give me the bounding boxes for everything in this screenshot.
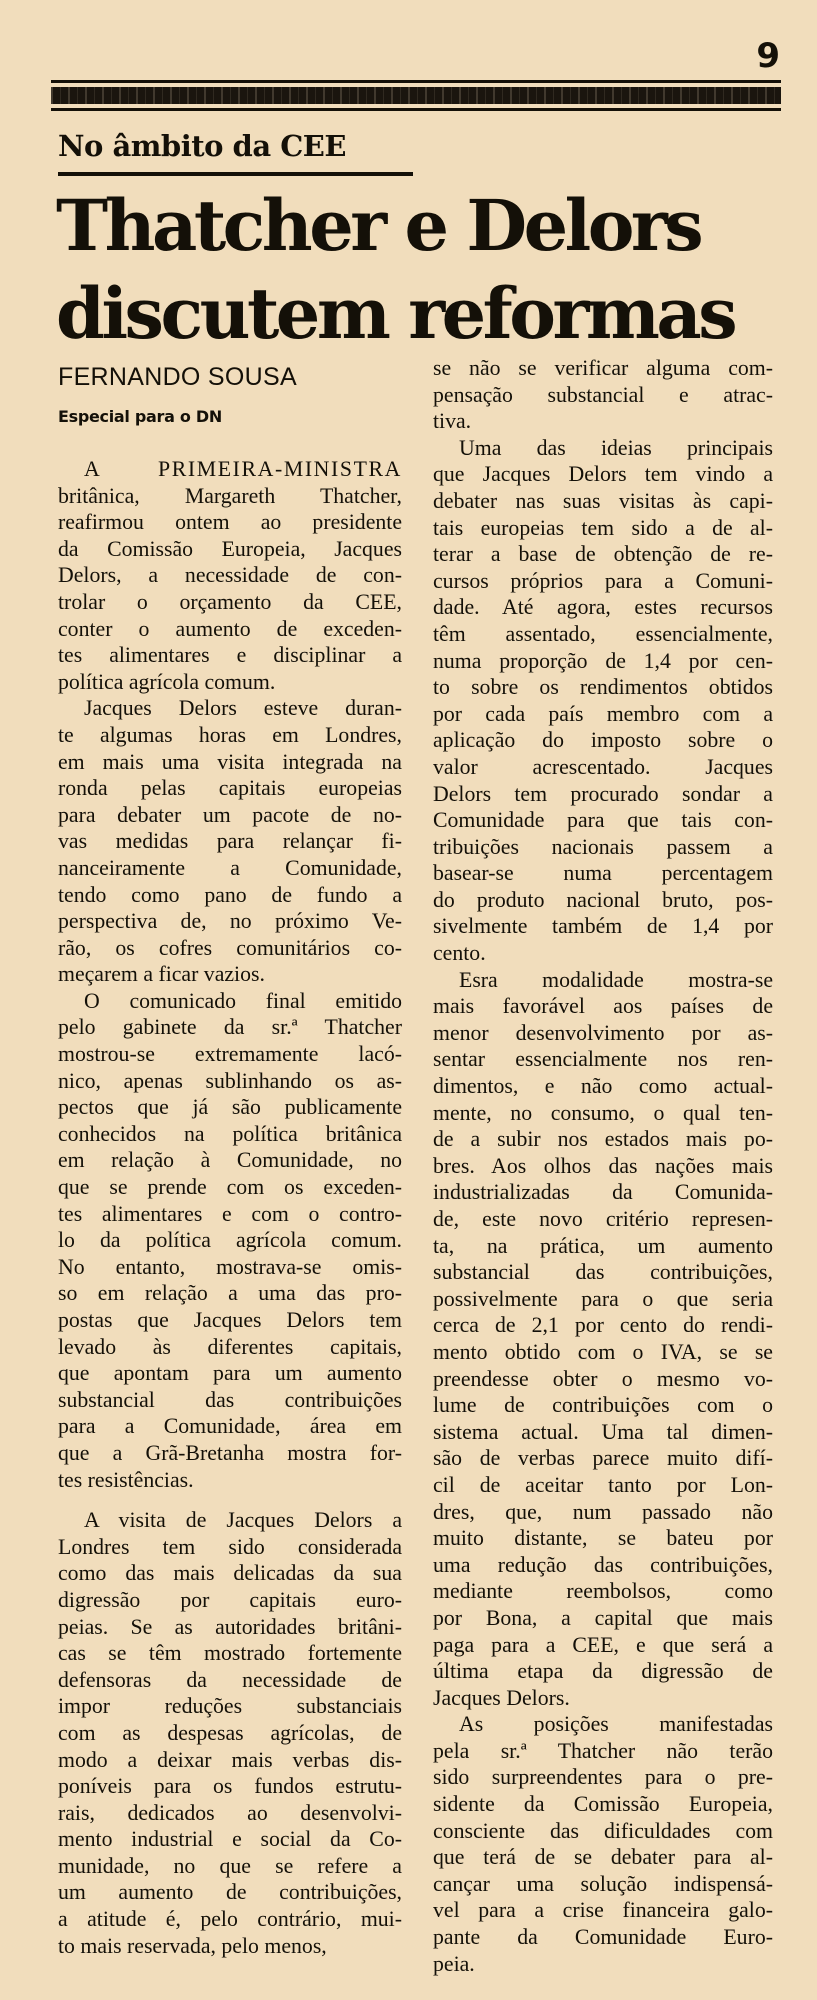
- text-line: cursos próprios para a Comuni-: [433, 568, 773, 593]
- text-line: lume de contribuições com o: [433, 1393, 773, 1418]
- text-line: nanceiramente a Comunidade,: [58, 855, 402, 880]
- text-line: um aumento de contribuições,: [58, 1880, 402, 1905]
- text-line: por cada país membro com a: [433, 701, 773, 726]
- text-line: para a Comunidade, área em: [58, 1414, 402, 1439]
- text-line: que se prende com os exceden-: [58, 1175, 402, 1200]
- text-line: to mais reservada, pelo menos,: [58, 1933, 327, 1958]
- text-line: sentar essencialmente nos ren-: [433, 1047, 773, 1072]
- text-line: Jacques Delors esteve duran-: [84, 696, 402, 721]
- text-line: to sobre os rendimentos obtidos: [433, 675, 773, 700]
- text-line: possivelmente para o que seria: [433, 1286, 773, 1311]
- article-paragraph: [58, 695, 402, 988]
- text-line: tendo como pano de fundo a: [58, 882, 402, 907]
- section-kicker: No âmbito da CEE: [58, 129, 347, 163]
- text-line: que Jacques Delors tem vindo a: [433, 462, 773, 487]
- text-line: digressão por capitais euro-: [58, 1587, 402, 1612]
- text-line: terar a base de obtenção de re-: [433, 542, 773, 567]
- headline-line: discutem reformas: [56, 272, 735, 355]
- text-line: de, este novo critério represen-: [433, 1207, 773, 1231]
- text-line: impor reduções substanciais: [58, 1694, 402, 1719]
- text-line: peias. Se as autoridades britâni-: [58, 1614, 402, 1639]
- text-line: basear-se numa percentagem: [433, 861, 773, 886]
- text-line: com as despesas agrícolas, de: [58, 1720, 402, 1745]
- text-line: tiva.: [433, 409, 472, 434]
- text-line: conter o aumento de exceden-: [58, 616, 402, 641]
- text-line: pante da Comunidade Euro-: [433, 1925, 773, 1950]
- headline: [56, 182, 816, 358]
- text-line: do produto nacional bruto, pos-: [433, 887, 773, 912]
- text-line: têm assentado, essencialmente,: [433, 621, 773, 646]
- text-line: so em relação a uma das pro-: [58, 1281, 402, 1306]
- text-line: mais favorável aos países de: [433, 994, 773, 1019]
- text-line: Delors tem procurado sondar a: [433, 781, 773, 806]
- text-line: tribuições nacionais passem a: [433, 834, 773, 859]
- text-line: A visita de Jacques Delors a: [84, 1508, 402, 1533]
- text-line: vas medidas para relançar fi-: [58, 829, 402, 854]
- text-line: vel para a crise financeira galo-: [433, 1898, 773, 1923]
- text-line: de a subir nos estados mais po-: [433, 1127, 773, 1152]
- text-line: munidade, no que se refere a: [58, 1853, 402, 1878]
- text-line: para debater um pacote de no-: [58, 802, 402, 827]
- text-line: em mais uma visita integrada na: [58, 749, 402, 774]
- text-line: A PRIMEIRA-MINISTRA: [84, 457, 402, 481]
- text-line: consciente das dificuldades com: [433, 1818, 773, 1843]
- text-line: tes resistências.: [58, 1467, 194, 1492]
- text-line: te algumas horas em Londres,: [58, 722, 402, 747]
- text-line: postas que Jacques Delors tem: [58, 1308, 402, 1332]
- text-line: substancial das contribuições,: [433, 1260, 773, 1285]
- text-line: pectos que já são publicamente: [58, 1095, 402, 1120]
- article-paragraph: [58, 1507, 402, 1959]
- text-line: muito distante, se bateu por: [433, 1526, 773, 1551]
- kicker-underline: [58, 172, 413, 176]
- article-paragraph: [58, 988, 402, 1493]
- text-line: que terá de se debater para al-: [433, 1845, 773, 1870]
- text-line: conhecidos na política britânica: [58, 1121, 402, 1146]
- text-line: mento obtido com o IVA, se se: [433, 1339, 773, 1364]
- article-paragraph: [433, 967, 773, 1712]
- text-line: mostrou-se extremamente lacó-: [58, 1042, 402, 1067]
- text-line: uma redução das contribuições,: [433, 1552, 773, 1577]
- text-line: que a Grã-Bretanha mostra for-: [58, 1440, 402, 1465]
- text-line: debater nas suas visitas às capi-: [433, 488, 773, 513]
- text-line: bres. Aos olhos das nações mais: [433, 1153, 773, 1178]
- text-line: rais, dedicados ao desenvolvi-: [58, 1800, 402, 1825]
- masthead-rule-band: [51, 87, 781, 104]
- text-line: em relação à Comunidade, no: [58, 1148, 402, 1173]
- text-line: Comunidade para que tais con-: [433, 808, 773, 833]
- text-line: mento industrial e social da Co-: [58, 1827, 402, 1852]
- text-line: mente, no consumo, o qual ten-: [433, 1100, 773, 1125]
- text-line: ronda pelas capitais europeias: [58, 776, 402, 801]
- text-line: cento.: [433, 941, 486, 966]
- text-line: dimentos, e não como actual-: [433, 1074, 773, 1099]
- article-paragraph: [433, 355, 773, 435]
- text-line: cas se têm mostrado fortemente: [58, 1641, 402, 1666]
- text-line: são de verbas parece muito difí-: [433, 1446, 773, 1471]
- text-line: Jacques Delors.: [433, 1685, 570, 1710]
- text-line: da Comissão Europeia, Jacques: [58, 536, 402, 561]
- text-line: numa proporção de 1,4 por cen-: [433, 648, 773, 673]
- text-line: britânica, Margareth Thatcher,: [58, 483, 402, 508]
- text-line: cançar uma solução indispensá-: [433, 1871, 773, 1896]
- text-line: menor desenvolvimento por as-: [433, 1020, 773, 1045]
- text-line: Uma das ideias principais: [459, 435, 773, 460]
- text-line: meçarem a ficar vazios.: [58, 962, 265, 987]
- byline: FERNANDO SOUSA: [58, 363, 297, 391]
- text-line: última etapa da digressão de: [433, 1659, 773, 1684]
- text-line: tes alimentares e com o contro-: [58, 1201, 402, 1226]
- text-line: cil de aceitar tanto por Lon-: [433, 1472, 773, 1497]
- text-line: defensoras da necessidade de: [58, 1667, 402, 1692]
- text-line: sistema actual. Uma tal dimen-: [433, 1419, 773, 1444]
- page-number: 9: [756, 36, 780, 76]
- text-line: tes alimentares e disciplinar a: [58, 643, 402, 668]
- text-line: pela sr.ª Thatcher não terão: [433, 1738, 773, 1763]
- text-line: sido surpreendentes para o pre-: [433, 1765, 773, 1790]
- text-line: tais europeias tem sido a de al-: [433, 515, 773, 540]
- text-line: levado às diferentes capitais,: [58, 1334, 402, 1359]
- text-line: rão, os cofres comunitários co-: [58, 935, 402, 960]
- text-line: substancial das contribuições: [58, 1387, 402, 1412]
- text-line: As posições manifestadas: [459, 1712, 773, 1737]
- text-line: mediante reembolsos, como: [433, 1579, 773, 1604]
- text-line: Londres tem sido considerada: [58, 1534, 402, 1559]
- text-line: a atitude é, pelo contrário, mui-: [58, 1907, 402, 1932]
- article-paragraph: [58, 456, 402, 695]
- text-line: lo da política agrícola comum.: [58, 1228, 402, 1253]
- text-line: sidente da Comissão Europeia,: [433, 1792, 773, 1817]
- article-paragraph: [433, 435, 773, 967]
- text-line: industrializadas da Comunida-: [433, 1180, 773, 1205]
- text-line: valor acrescentado. Jacques: [433, 754, 773, 779]
- text-line: por Bona, a capital que mais: [433, 1605, 773, 1630]
- text-line: pensação substancial e atrac-: [433, 382, 773, 407]
- article-column-left: [58, 456, 402, 1959]
- text-line: ta, na prática, um aumento: [433, 1233, 773, 1258]
- text-line: modo a deixar mais verbas dis-: [58, 1747, 402, 1772]
- text-line: aplicação do imposto sobre o: [433, 728, 773, 753]
- text-line: No entanto, mostrava-se omis-: [58, 1254, 402, 1279]
- text-line: dres, que, num passado não: [433, 1499, 773, 1524]
- text-line: paga para a CEE, e que será a: [433, 1632, 773, 1657]
- article-column-right: [433, 355, 773, 1977]
- text-line: preendesse obter o mesmo vo-: [433, 1366, 773, 1391]
- text-line: cerca de 2,1 por cento do rendi-: [433, 1313, 773, 1338]
- text-line: que apontam para um aumento: [58, 1361, 402, 1386]
- text-line: Esra modalidade mostra-se: [459, 967, 773, 992]
- text-line: dade. Até agora, estes recursos: [433, 595, 773, 620]
- text-line: perspectiva de, no próximo Ve-: [58, 909, 402, 934]
- dateline: Especial para o DN: [58, 407, 222, 426]
- text-line: política agrícola comum.: [58, 669, 276, 694]
- text-line: reafirmou ontem ao presidente: [58, 510, 402, 535]
- masthead-rule-bottom: [51, 108, 781, 111]
- masthead-rule-top: [51, 80, 781, 83]
- text-line: como das mais delicadas da sua: [58, 1561, 402, 1586]
- text-line: se não se verificar alguma com-: [433, 356, 773, 380]
- text-line: nico, apenas sublinhando os as-: [58, 1068, 402, 1093]
- text-line: poníveis para os fundos estrutu-: [58, 1774, 402, 1799]
- text-line: peia.: [433, 1951, 475, 1976]
- text-line: O comunicado final emitido: [84, 988, 402, 1013]
- text-line: pelo gabinete da sr.ª Thatcher: [58, 1015, 402, 1040]
- headline-line: Thatcher e Delors: [56, 184, 701, 267]
- text-line: trolar o orçamento da CEE,: [58, 589, 402, 614]
- text-line: sivelmente também de 1,4 por: [433, 914, 773, 939]
- article-paragraph: [433, 1711, 773, 1977]
- text-line: Delors, a necessidade de con-: [58, 563, 402, 588]
